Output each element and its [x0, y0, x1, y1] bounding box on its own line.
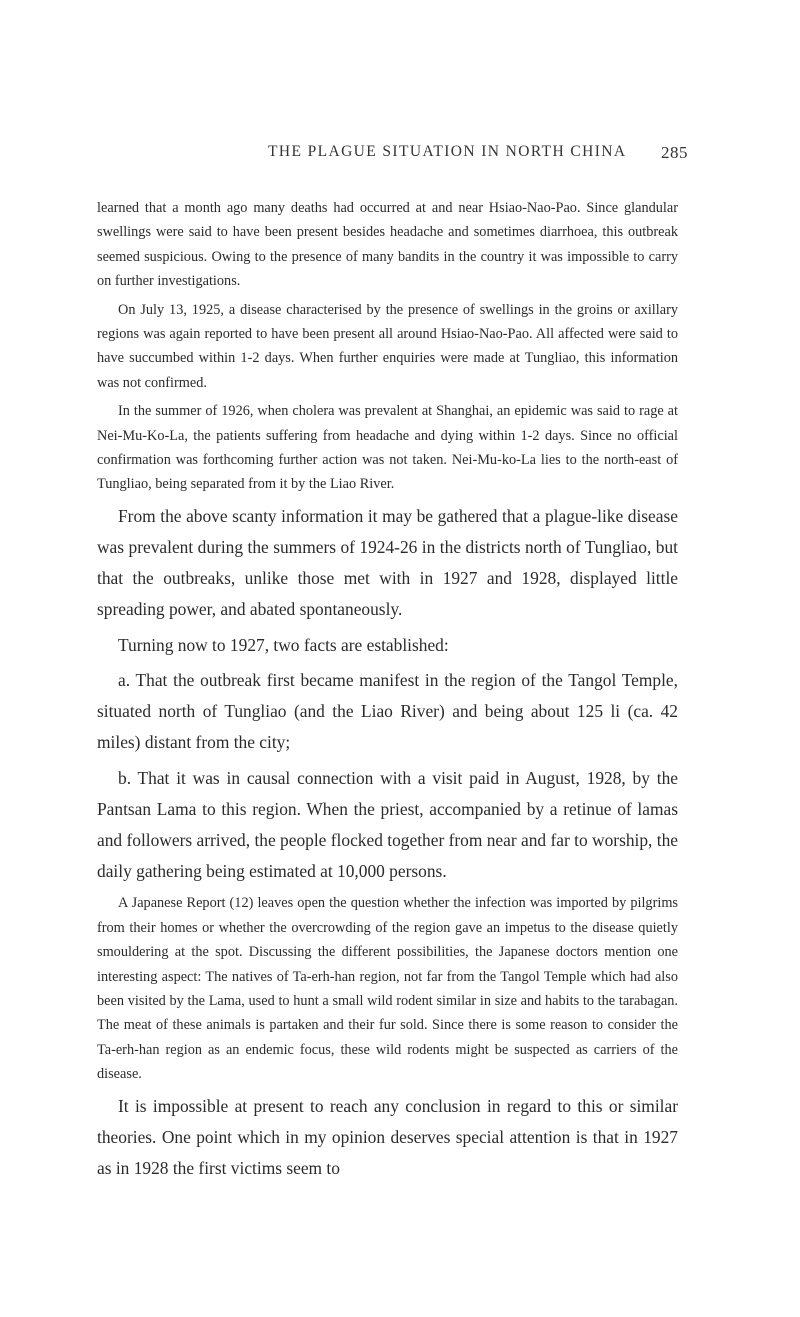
running-header	[268, 143, 688, 165]
paragraph-continuation: learned that a month ago many deaths had occurred at and near Hsiao-Nao-Pao. Since glandular swellings were said to have been present besides headache and sometimes diarrhoea, this outbreak seemed suspicious. Owing to the presence of many bandits in the country it was impossible to carry on further investigations.	[97, 200, 678, 290]
paragraph-fact-a: a. That the outbreak first became manifest in the region of the Tangol Temple, situated north of Tungliao (and the Liao River) and being about 125 li (ca. 42 miles) distant from the city;	[97, 669, 678, 753]
paragraph-july-1925: On July 13, 1925, a disease characterised by the presence of swellings in the groins or axillary regions was again reported to have been present all around Hsiao-Nao-Pao. All affected were said to have succumbed within 1-2 days. When further enquiries were made at Tungliao, this information was not confirmed.	[97, 301, 678, 391]
paragraph-turning-1927: Turning now to 1927, two facts are established:	[118, 634, 449, 655]
header-title: THE PLAGUE SITUATION IN NORTH CHINA	[268, 143, 627, 160]
paragraph-summer-1926: In the summer of 1926, when cholera was prevalent at Shanghai, an epidemic was said to rage at Nei-Mu-Ko-La, the patients suffering from headache and dying within 1-2 days. Since no official confirmation was forthcoming further action was not taken. Nei-Mu-ko-La lies to the north-east of Tungliao, being separated from it by the Liao River.	[97, 403, 678, 493]
paragraph-conclusion: It is impossible at present to reach any conclusion in regard to this or similar theories. One point which in my opinion deserves special attention is that in 1927 as in 1928 the first victims seem to	[97, 1095, 678, 1178]
page-number: 285	[661, 143, 688, 162]
body-text	[97, 196, 678, 1188]
paragraph-fact-b: b. That it was in causal connection with a visit paid in August, 1928, by the Pantsan Lama to this region. When the priest, accompanied by a retinue of lamas and followers arrived, the people flocked together from near and far to worship, the daily gathering being estimated at 10,000 persons.	[97, 767, 678, 882]
paragraph-japanese-report: A Japanese Report (12) leaves open the question whether the infection was imported by pilgrims from their homes or whether the overcrowding of the region gave an impetus to the disease quietly smouldering at the spot. Discussing the different possibilities, the Japanese doctors mention one interesting aspect: The natives of Ta-erh-han region, not far from the Tangol Temple which had also been visited by the Lama, used to hunt a small wild rodent similar in size and habits to the tarabagan. The meat of these animals is partaken and their fur sold. Since there is some reason to consider the Ta-erh-han region as an endemic focus, these wild rodents might be suspected as carriers of the disease.	[97, 895, 678, 1083]
paragraph-scanty-information: From the above scanty information it may be gathered that a plague-like disease was prevalent during the summers of 1924-26 in the districts north of Tungliao, but that the outbreaks, unlike those met with in 1927 and 1928, displayed little spreading power, and abated spontaneously.	[97, 505, 678, 620]
